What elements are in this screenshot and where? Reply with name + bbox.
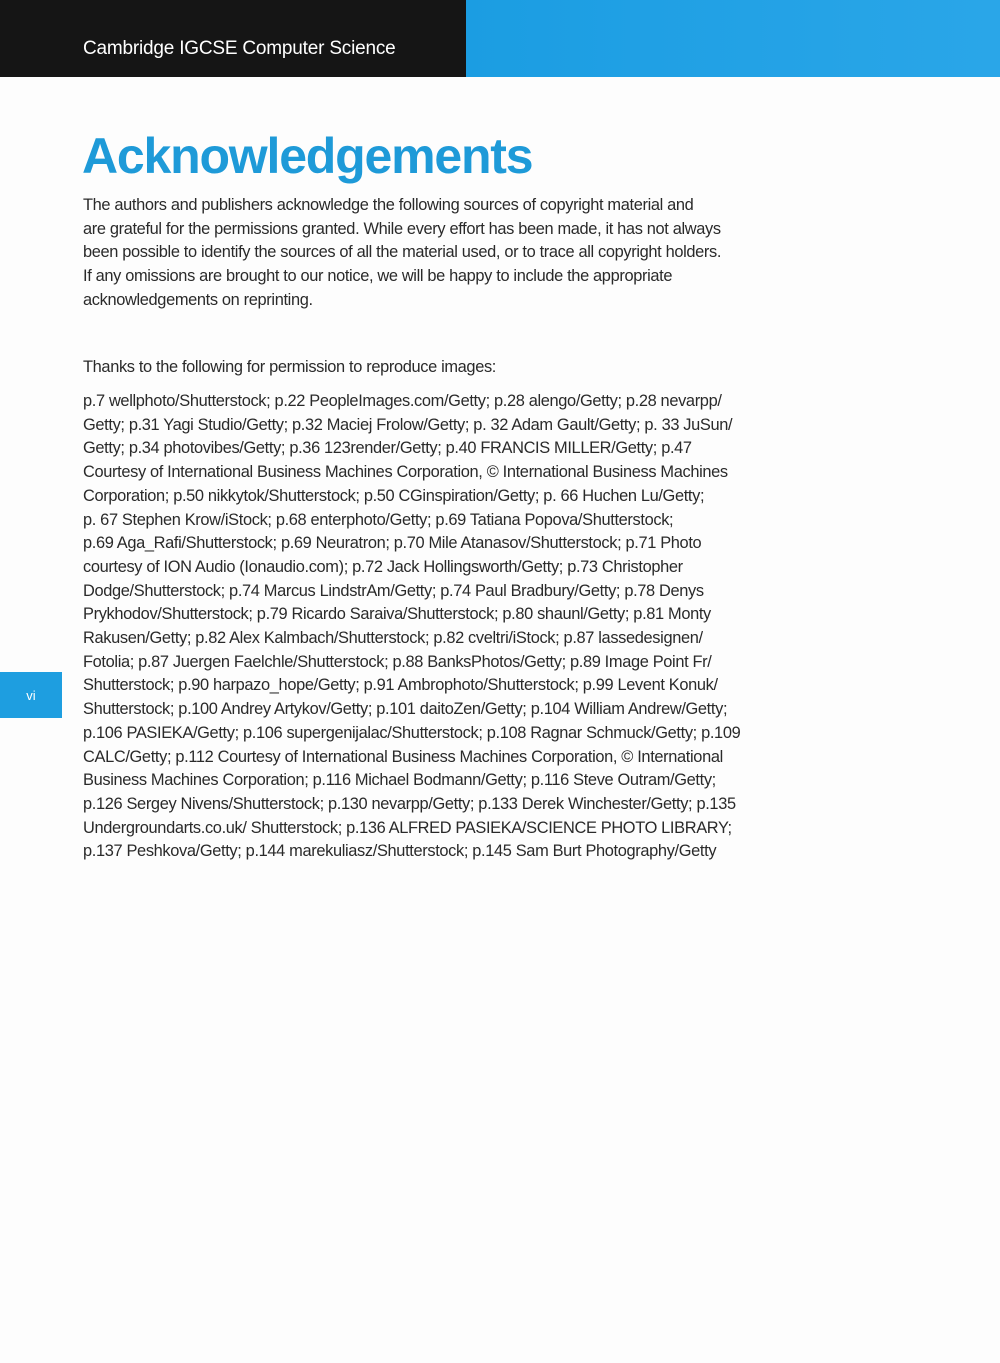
page-number: vi xyxy=(26,687,36,703)
intro-line: If any omissions are brought to our notice, we will be happy to include the appropriate xyxy=(83,267,673,286)
credit-line: Courtesy of International Business Machines Corporation, © International Business Machines xyxy=(83,463,728,482)
credit-line: p.137 Peshkova/Getty; p.144 marekuliasz/Shutterstock; p.145 Sam Burt Photography/Getty xyxy=(83,842,717,861)
intro-line: been possible to identify the sources of all the material used, or to trace all copyright holders. xyxy=(83,243,722,262)
credit-line: p.106 PASIEKA/Getty; p.106 supergenijalac/Shutterstock; p.108 Ragnar Schmuck/Getty; p.109 xyxy=(83,723,741,742)
credit-line: Shutterstock; p.100 Andrey Artykov/Getty; p.101 daitoZen/Getty; p.104 William Andrew/Getty; xyxy=(83,700,728,719)
credit-line: Business Machines Corporation; p.116 Michael Bodmann/Getty; p.116 Steve Outram/Getty; xyxy=(83,771,716,790)
credit-line: Prykhodov/Shutterstock; p.79 Ricardo Saraiva/Shutterstock; p.80 shaunl/Getty; p.81 Monty xyxy=(83,605,711,624)
page-heading: Acknowledgements xyxy=(82,128,533,184)
credit-line: Undergroundarts.co.uk/ Shutterstock; p.136 ALFRED PASIEKA/SCIENCE PHOTO LIBRARY; xyxy=(83,818,732,837)
credit-line: p.126 Sergey Nivens/Shutterstock; p.130 nevarpp/Getty; p.133 Derek Winchester/Getty; p.135 xyxy=(83,794,736,813)
intro-line: acknowledgements on reprinting. xyxy=(83,290,313,309)
credit-line: Fotolia; p.87 Juergen Faelchle/Shutterstock; p.88 BanksPhotos/Getty; p.89 Image Point Fr/ xyxy=(83,652,712,671)
book-title: Cambridge IGCSE Computer Science xyxy=(83,38,396,59)
credit-line: CALC/Getty; p.112 Courtesy of International Business Machines Corporation, © International xyxy=(83,747,723,766)
credit-line: Dodge/Shutterstock; p.74 Marcus LindstrAm/Getty; p.74 Paul Bradbury/Getty; p.78 Denys xyxy=(83,581,704,600)
credit-line: Rakusen/Getty; p.82 Alex Kalmbach/Shutterstock; p.82 cveltri/iStock; p.87 lassedesignen/ xyxy=(83,629,703,648)
page-number-tab xyxy=(0,672,62,718)
intro-paragraph xyxy=(83,194,721,313)
header-accent-bar xyxy=(466,0,1000,77)
credit-line: Getty; p.34 photovibes/Getty; p.36 123render/Getty; p.40 FRANCIS MILLER/Getty; p.47 xyxy=(83,439,692,458)
credit-line: Shutterstock; p.90 harpazo_hope/Getty; p.91 Ambrophoto/Shutterstock; p.99 Levent Konuk/ xyxy=(83,676,718,695)
credit-line: courtesy of ION Audio (Ionaudio.com); p.72 Jack Hollingsworth/Getty; p.73 Christopher xyxy=(83,557,683,576)
thanks-line: Thanks to the following for permission to reproduce images: xyxy=(83,358,497,376)
credit-line: Getty; p.31 Yagi Studio/Getty; p.32 Maciej Frolow/Getty; p. 32 Adam Gault/Getty; p. 33 JuSun/ xyxy=(83,415,733,434)
credit-line: p.7 wellphoto/Shutterstock; p.22 PeopleImages.com/Getty; p.28 alengo/Getty; p.28 nevarpp/ xyxy=(83,392,722,410)
intro-line: are grateful for the permissions granted. While every effort has been made, it has not always xyxy=(83,219,721,238)
credit-line: p.69 Aga_Rafi/Shutterstock; p.69 Neuratron; p.70 Mile Atanasov/Shutterstock; p.71 Photo xyxy=(83,534,702,553)
intro-line: The authors and publishers acknowledge the following sources of copyright material and xyxy=(83,196,694,214)
image-credits xyxy=(83,390,740,864)
credit-line: Corporation; p.50 nikkytok/Shutterstock; p.50 CGinspiration/Getty; p. 66 Huchen Lu/Getty; xyxy=(83,486,705,505)
credit-line: p. 67 Stephen Krow/iStock; p.68 enterphoto/Getty; p.69 Tatiana Popova/Shutterstock; xyxy=(83,510,674,529)
